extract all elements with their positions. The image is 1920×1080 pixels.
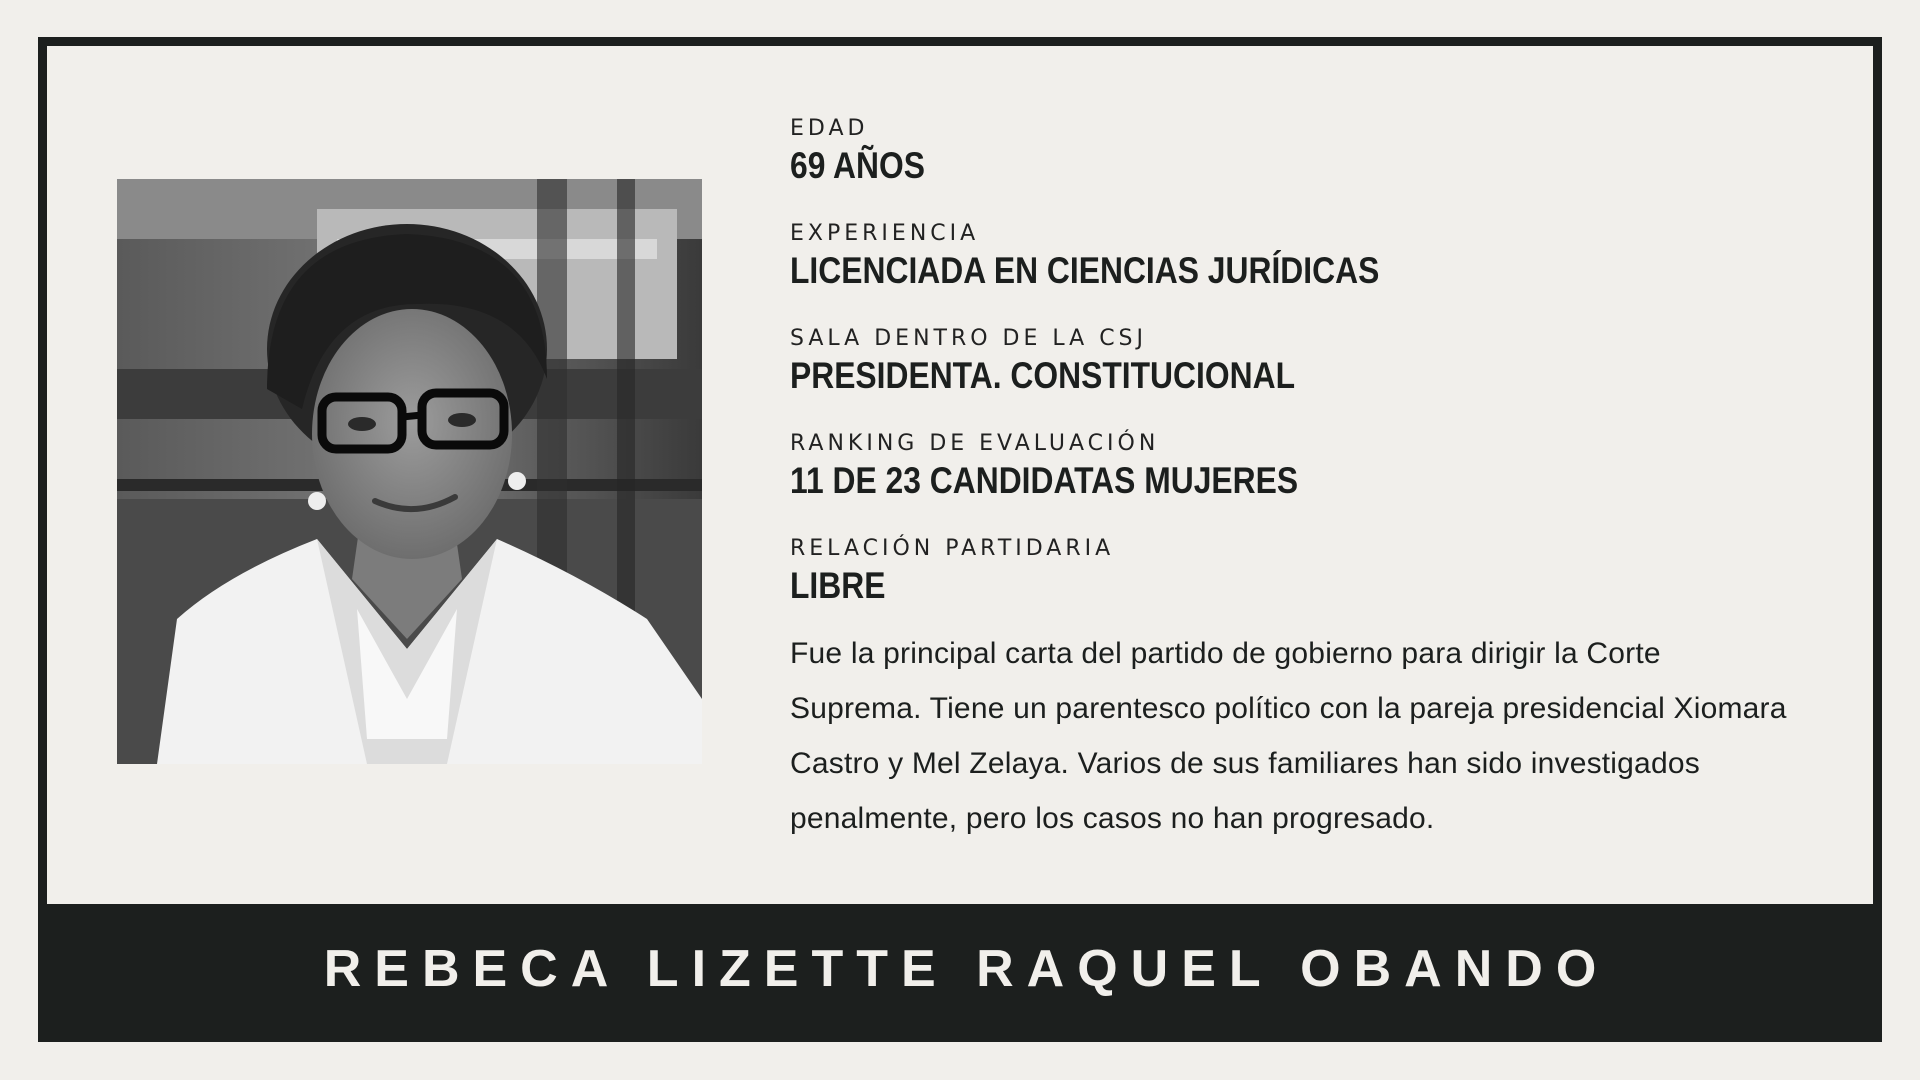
candidate-name: REBECA LIZETTE RAQUEL OBANDO [323, 939, 1610, 998]
field-value: LIBRE [790, 565, 886, 606]
field-value: 69 AÑOS [790, 145, 925, 186]
field-court-chamber [790, 324, 1790, 398]
profile-info [790, 114, 1790, 846]
field-label: RELACIÓN PARTIDARIA [790, 536, 1115, 561]
field-party-relation [790, 534, 1790, 608]
field-ranking [790, 429, 1790, 503]
bio-paragraph: Fue la principal carta del partido de gobierno para dirigir la Corte Suprema. Tiene un parentesco político con la pareja presidencial Xiomara Castro y Mel Zelaya. Varios de sus familiares han sido investigados penalmente, pero los casos no han progresado. [790, 637, 1787, 835]
field-value: PRESIDENTA. CONSTITUCIONAL [790, 355, 1296, 396]
field-value: 11 DE 23 CANDIDATAS MUJERES [790, 460, 1299, 501]
portrait-photo [117, 179, 702, 764]
profile-card [38, 37, 1882, 1042]
field-age [790, 114, 1790, 188]
field-label: RANKING DE EVALUACIÓN [790, 431, 1160, 456]
name-banner [47, 904, 1873, 1033]
field-experience [790, 219, 1790, 293]
field-label: SALA DENTRO DE LA CSJ [790, 326, 1148, 351]
field-label: EDAD [790, 116, 869, 141]
field-label: EXPERIENCIA [790, 221, 980, 246]
field-value: LICENCIADA EN CIENCIAS JURÍDICAS [790, 250, 1380, 291]
